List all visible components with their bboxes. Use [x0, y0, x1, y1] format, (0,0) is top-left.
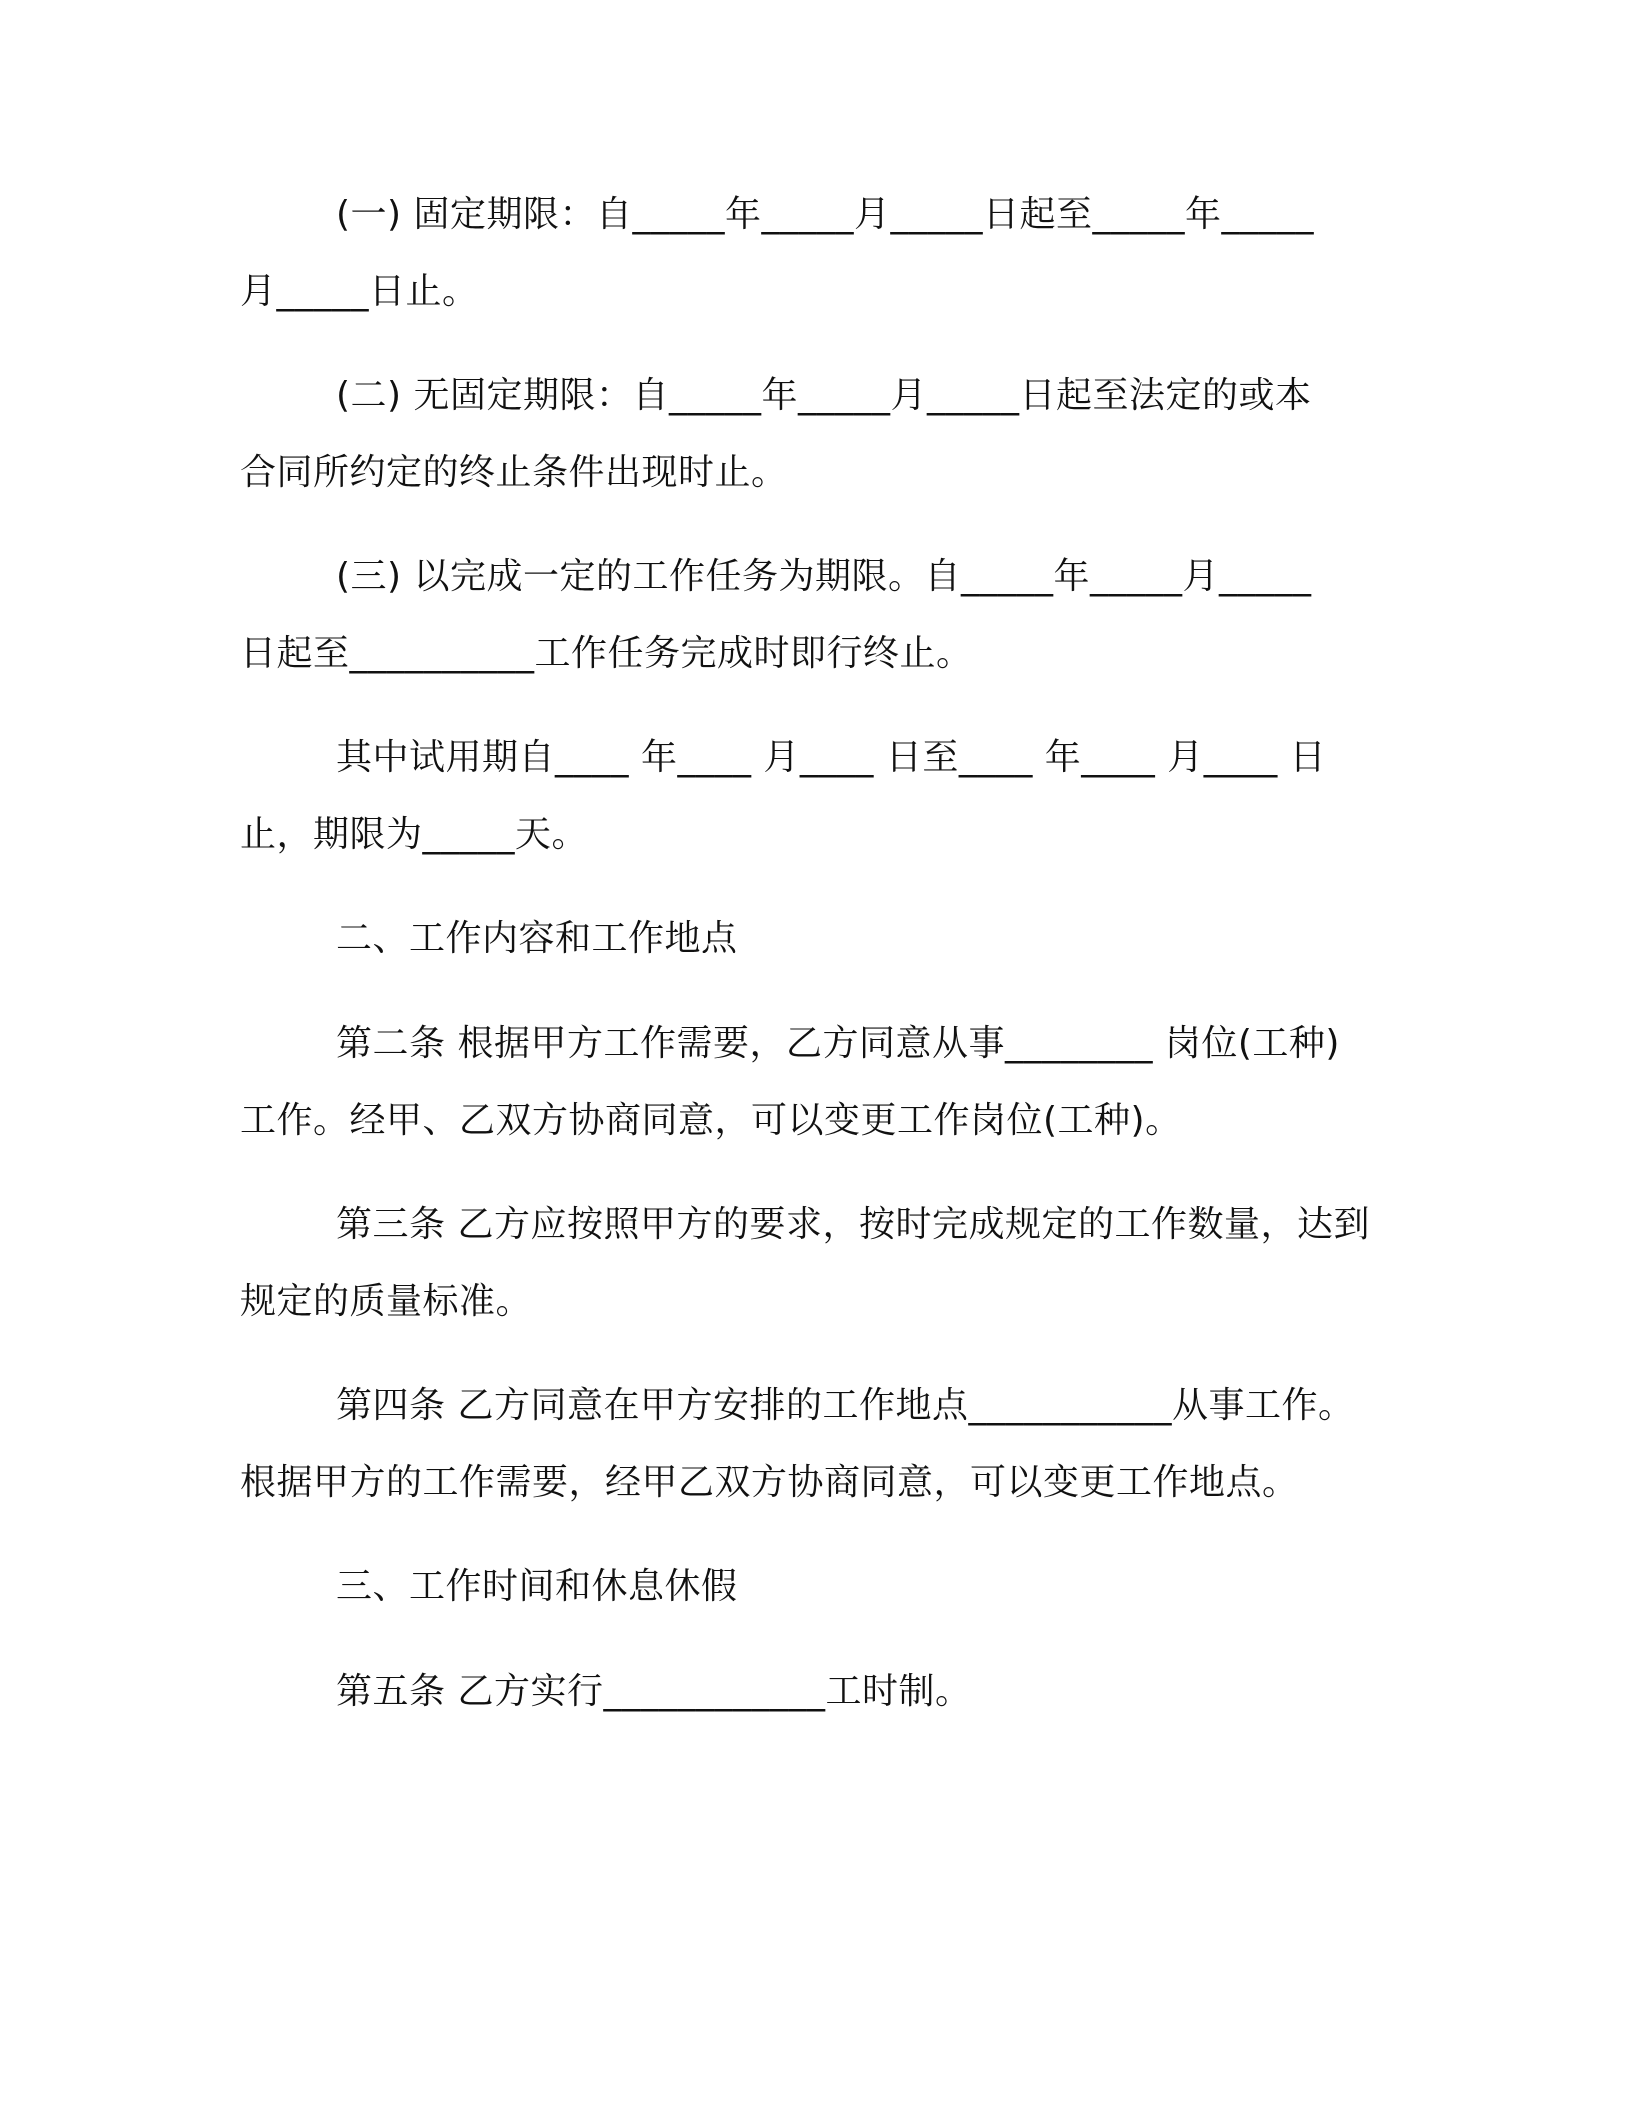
paragraph-probation	[240, 719, 1395, 873]
section-heading: 三、工作时间和休息休假	[336, 1566, 738, 1607]
paragraph-line: 合同所约定的终止条件出现时止。	[240, 452, 788, 493]
paragraph-line: 月_____日止。	[240, 271, 479, 312]
section-heading: 二、工作内容和工作地点	[336, 918, 738, 959]
paragraph-task-term	[240, 538, 1395, 692]
paragraph-line: 工作。经甲、乙双方协商同意，可以变更工作岗位(工种)。	[240, 1100, 1182, 1141]
section-heading-work-time	[240, 1548, 1395, 1625]
article-2	[240, 1005, 1395, 1159]
article-4	[240, 1367, 1395, 1521]
paragraph-line: 规定的质量标准。	[240, 1281, 533, 1322]
paragraph-line: (三) 以完成一定的工作任务为期限。自_____年_____月_____	[336, 556, 1312, 597]
paragraph-fixed-term	[240, 176, 1395, 330]
paragraph-line: 日起至__________工作任务完成时即行终止。	[240, 633, 973, 674]
paragraph-line: 其中试用期自____ 年____ 月____ 日至____ 年____ 月____ 日	[336, 737, 1327, 778]
article-3	[240, 1186, 1395, 1340]
paragraph-line: (一) 固定期限：自_____年_____月_____日起至_____年_____	[336, 194, 1315, 235]
paragraph-line: 第五条 乙方实行____________工时制。	[336, 1671, 972, 1712]
paragraph-line: 第三条 乙方应按照甲方的要求，按时完成规定的工作数量，达到	[336, 1204, 1370, 1245]
paragraph-line: (二) 无固定期限：自_____年_____月_____日起至法定的或本	[336, 375, 1312, 416]
section-heading-work-content	[240, 900, 1395, 977]
paragraph-line: 第二条 根据甲方工作需要，乙方同意从事________ 岗位(工种)	[336, 1023, 1340, 1064]
paragraph-line: 止，期限为_____天。	[240, 814, 589, 855]
paragraph-line: 第四条 乙方同意在甲方安排的工作地点___________从事工作。	[336, 1385, 1355, 1426]
paragraph-line: 根据甲方的工作需要，经甲乙双方协商同意，可以变更工作地点。	[240, 1462, 1299, 1503]
paragraph-open-term	[240, 357, 1395, 511]
article-5	[240, 1653, 1395, 1730]
